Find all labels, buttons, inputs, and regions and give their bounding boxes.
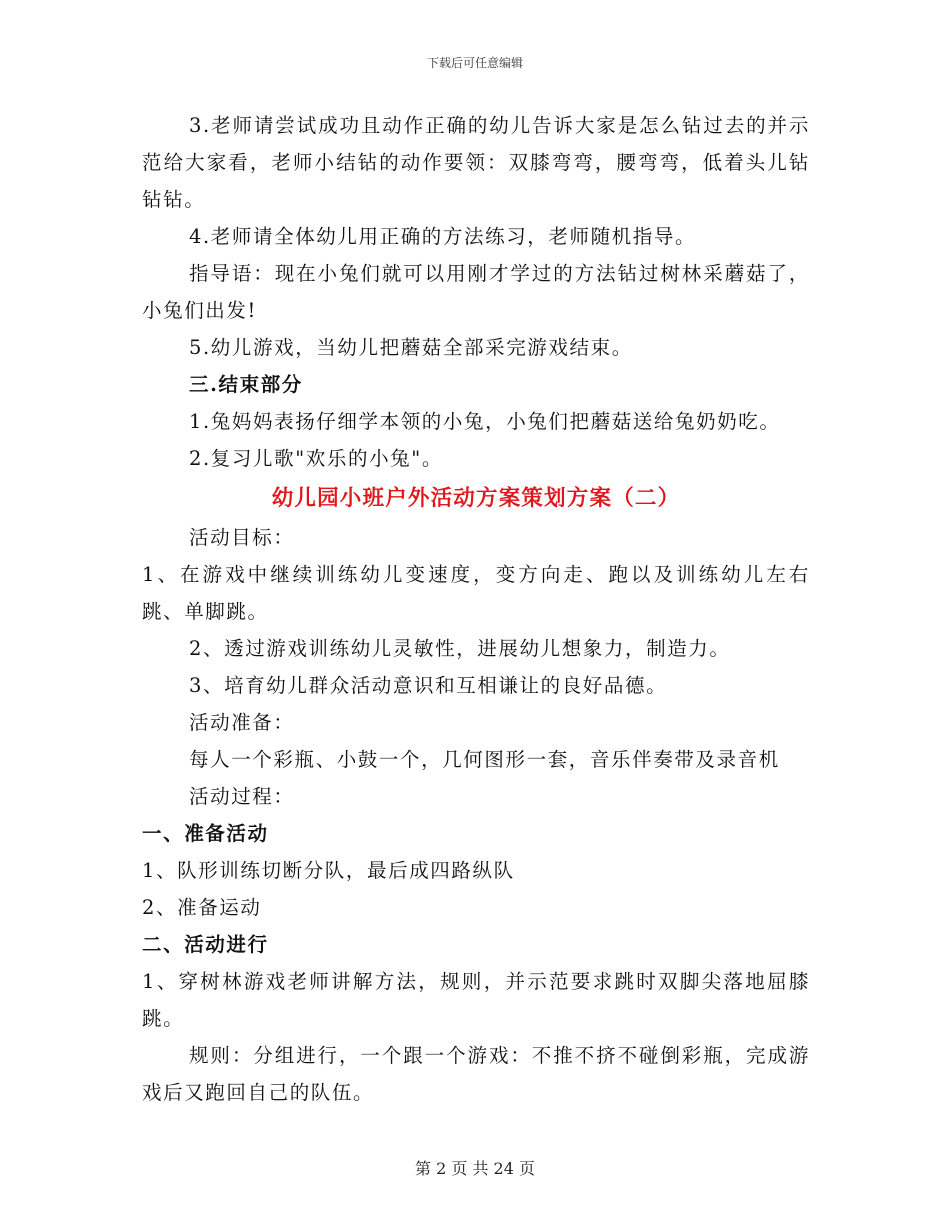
activity-step-1-paragraph: 1、穿树林游戏老师讲解方法，规则，并示范要求跳时双脚尖落地屈膝跳。 [142, 970, 810, 1030]
section-heading-activity: 二、活动进行 [142, 933, 269, 956]
step-5-paragraph: 5.幼儿游戏，当幼儿把蘑菇全部采完游戏结束。 [189, 336, 633, 359]
section-title: 幼儿园小班户外活动方案策划方案（二） [271, 486, 681, 511]
section-heading-end: 三.结束部分 [189, 373, 303, 396]
page-header: 下载后可任意编辑 [426, 56, 523, 70]
preparation-label: 活动准备： [189, 711, 295, 734]
step-3-paragraph: 3.老师请尝试成功且动作正确的幼儿告诉大家是怎么钻过去的并示范给大家看，老师小结钻的动作要领：双膝弯弯，腰弯弯，低着头儿钻钻钻。 [142, 114, 810, 211]
process-label: 活动过程： [189, 785, 295, 808]
page-footer: 第 2 页 共 24 页 [415, 1159, 535, 1178]
guidance-paragraph: 指导语：现在小兔们就可以用刚才学过的方法钻过树林采蘑菇了，小兔们出发! [142, 262, 810, 322]
document-body [142, 107, 810, 1111]
step-4-paragraph: 4.老师请全体幼儿用正确的方法练习，老师随机指导。 [189, 225, 697, 248]
prepare-step-1-paragraph: 1、队形训练切断分队，最后成四路纵队 [142, 859, 515, 882]
goal-3-paragraph: 3、培育幼儿群众活动意识和互相谦让的良好品德。 [189, 674, 668, 697]
goals-label: 活动目标： [189, 526, 295, 549]
end-step-2-paragraph: 2.复习儿歌"欢乐的小兔"。 [189, 447, 443, 470]
rules-paragraph: 规则：分组进行，一个跟一个游戏：不推不挤不碰倒彩瓶，完成游戏后又跑回自己的队伍。 [142, 1044, 810, 1104]
prepare-step-2-paragraph: 2、准备运动 [142, 896, 262, 919]
end-step-1-paragraph: 1.兔妈妈表扬仔细学本领的小兔，小兔们把蘑菇送给兔奶奶吃。 [189, 410, 781, 433]
goal-2-paragraph: 2、透过游戏训练幼儿灵敏性，进展幼儿想象力，制造力。 [189, 637, 731, 660]
preparation-paragraph: 每人一个彩瓶、小鼓一个，几何图形一套，音乐伴奏带及录音机 [189, 748, 780, 771]
section-heading-prepare: 一、准备活动 [142, 822, 269, 845]
goal-1-paragraph: 1、在游戏中继续训练幼儿变速度，变方向走、跑以及训练幼儿左右跳、单脚跳。 [142, 563, 810, 623]
